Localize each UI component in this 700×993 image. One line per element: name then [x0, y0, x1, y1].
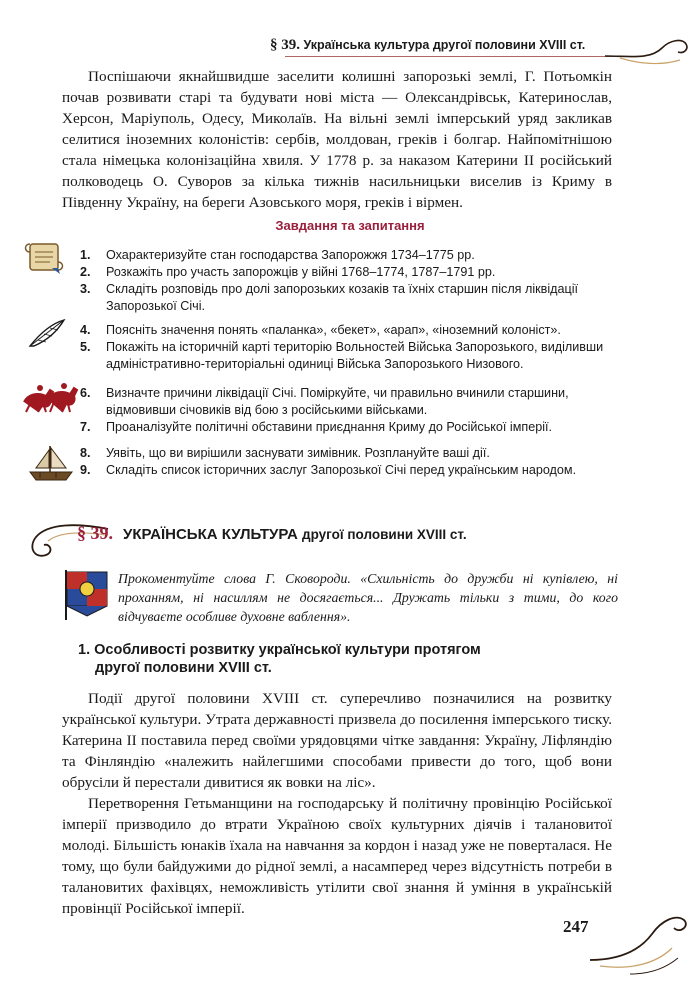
task-number: 2.: [80, 265, 91, 279]
page-number: 247: [563, 917, 589, 936]
task-item: [80, 445, 625, 462]
task-item: [80, 322, 625, 339]
intro-paragraph: Поспішаючи якнайшвидше заселити колишні запорозькі землі, Г. Потьомкін почав розвивати старі та будувати нові міста — Олександрівськ, Катеринослав, Херсон, Маріуполь, Одесу, Миколаїв. На вільні землі імперський уряд закликав селитися іноземних колоністів: сербів, молдован, греків і болгар. Найпомітнішою стала німецька колонізаційна хвиля. У 1778 р. за наказом Катерини II російський полководець О. Суворов за кілька тижнів насильницьки виселив із Криму в Південну Україну, на береги Азовського моря, греків і вірмен.: [62, 68, 612, 211]
task-text: Складіть розповідь про долі запорозьких козаків та їхніх старшин після ліквідації Запорозької Січі.: [106, 282, 579, 313]
running-head-title: Українська культура другої половини XVIII ст.: [303, 38, 586, 52]
task-number: 5.: [80, 340, 91, 354]
ornament-swirl-icon: [580, 900, 690, 980]
main-text-block: [62, 688, 612, 919]
section-number: § 39.: [77, 523, 113, 543]
task-number: 8.: [80, 446, 91, 460]
section-title-caps: УКРАЇНСЬКА КУЛЬТУРА: [123, 526, 298, 543]
section-heading: [77, 523, 467, 544]
scroll-icon: [22, 238, 66, 278]
quill-icon: [24, 316, 68, 352]
task-item: [80, 462, 625, 479]
task-number: 1.: [80, 248, 91, 262]
epigraph-quote: Прокоментуйте слова Г. Сковороди. «Схильність до дружби ні купівлею, ні проханням, ні насиллям не досягається... Дружать тільки з тими, до кого відчуваєте особливе духовне ваблення».: [118, 571, 618, 624]
task-text: Охарактеризуйте стан господарства Запорожжя 1734–1775 рр.: [106, 248, 475, 262]
task-item: [80, 339, 625, 373]
task-text: Покажіть на історичній карті територію Вольностей Війська Запорозького, виділивши адміністративно-територіальні одиниці Війська Запорозького Низового.: [106, 340, 604, 371]
subsection-heading-line2: другої половини XVIII ст.: [95, 660, 272, 676]
task-item: [80, 385, 625, 419]
ornament-swirl-icon: [600, 30, 690, 70]
task-number: 4.: [80, 323, 91, 337]
task-text: Проаналізуйте політичні обставини приєднання Криму до Російської імперії.: [106, 420, 553, 434]
task-number: 3.: [80, 282, 91, 296]
task-item: [80, 419, 625, 436]
tasks-title: Завдання та запитання: [275, 218, 425, 233]
subsection-heading: [78, 641, 598, 677]
task-number: 6.: [80, 386, 91, 400]
task-text: Поясніть значення понять «паланка», «бекет», «арап», «іноземний колоніст».: [106, 323, 561, 337]
subsection-heading-line1: 1. Особливості розвитку української культури протягом: [78, 642, 481, 658]
paragraph: Перетворення Гетьманщини на господарську й політичну провінцію Російської імперії призводило до втрати Україною своїх культурних діячів і талановитої молоді. Більшість юнаків їхала на навчання за кордон і назад уже не поверталася. Не тому, що були байдужими до рідної землі, а насамперед через відсутність потреби в талановитих фахівцях, неможливість утілити свої знання й уміння в українській провінції Російської імперії.: [62, 795, 612, 917]
paragraph: Події другої половини XVIII ст. суперечливо позначилися на розвитку української культури. Утрата державності призвела до посилення імперського тиску. Катерина II поставила перед своїми урядовцями чітке завдання: Україну, Ліфляндію та Фінляндію «належить найлегшими способами привести до того, щоб вони обрусіли й перестали дивитися як вовки на ліс».: [62, 690, 612, 791]
running-head: [270, 37, 620, 54]
cavalry-icon: [20, 378, 80, 414]
header-rule: [285, 56, 625, 57]
task-text: Визначте причини ліквідації Січі. Поміркуйте, чи правильно вчинили старшини, відмовивши січовиків від бою з російськими військами.: [106, 386, 569, 417]
ship-icon: [26, 442, 76, 484]
task-number: 7.: [80, 420, 91, 434]
task-item: [80, 264, 625, 281]
task-item: [80, 281, 625, 315]
flag-icon: [62, 568, 110, 622]
task-text: Уявіть, що ви вирішили заснувати зимівник. Розплануйте ваші дії.: [106, 446, 490, 460]
task-text: Розкажіть про участь запорожців у війні 1768–1774, 1787–1791 рр.: [106, 265, 496, 279]
task-text: Складіть список історичних заслуг Запорозької Січі перед українським народом.: [106, 463, 577, 477]
running-head-section: § 39.: [270, 37, 300, 53]
task-item: [80, 247, 625, 264]
section-title-rest: другої половини XVIII ст.: [302, 527, 467, 542]
intro-paragraph-block: [62, 66, 612, 213]
task-number: 9.: [80, 463, 91, 477]
